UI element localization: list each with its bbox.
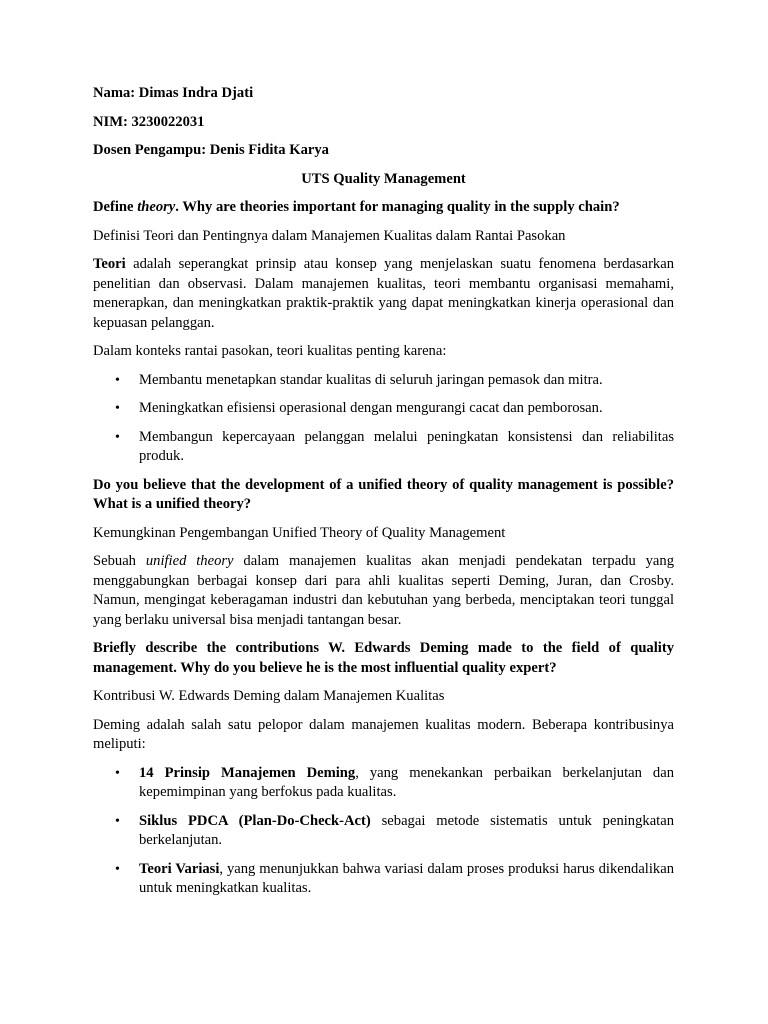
list-item-text: Membangun kepercayaan pelanggan melalui peningkatan konsistensi dan reliabilitas produk. (139, 428, 674, 464)
answer-1-term: Teori (93, 256, 126, 272)
list-item (93, 371, 674, 391)
list-item-term: Siklus PDCA (Plan-Do-Check-Act) (139, 812, 371, 829)
question-1-italic: theory (137, 199, 176, 215)
student-nim: NIM: 3230022031 (93, 113, 205, 130)
answer-3-intro: Deming adalah salah satu pelopor dalam manajemen kualitas modern. Beberapa kontribusinya meliputi: (93, 716, 674, 752)
list-item (93, 399, 674, 419)
answer-1-list (93, 371, 674, 467)
answer-2-paragraph (93, 552, 674, 630)
question-2: Do you believe that the development of a unified theory of quality management is possible? What is a unified theory? (93, 476, 674, 512)
list-item-text: Meningkatkan efisiensi operasional dengan mengurangi cacat dan pemborosan. (139, 400, 603, 416)
list-item-text: Membantu menetapkan standar kualitas di seluruh jaringan pemasok dan mitra. (139, 371, 603, 388)
bullet-icon: • (115, 372, 120, 388)
list-item (93, 860, 674, 899)
answer-2-text: dalam manajemen kualitas akan menjadi pendekatan terpadu yang menggabungkan berbagai konsep dari para ahli kualitas seperti Deming, Juran, dan Crosby. Namun, mengingat keberagaman industri dan kebutuhan yang berbeda, menciptakan teori tunggal yang berlaku universal bisa menjadi tantangan besar. (93, 553, 674, 628)
bullet-icon: • (115, 401, 120, 416)
list-item (93, 764, 674, 803)
answer-1-text: adalah seperangkat prinsip atau konsep yang menjelaskan suatu fenomena berdasarkan penelitian dan observasi. Dalam manajemen kualitas, teori membantu organisasi memahami, menerapkan, dan meningkatkan praktik-praktik yang dapat meningkatkan kinerja operasional dan kepuasan pelanggan. (93, 256, 674, 331)
answer-3-list (93, 764, 674, 899)
question-1-pre: Define (93, 199, 138, 215)
bullet-icon: • (115, 765, 120, 781)
list-item (93, 812, 674, 851)
answer-2-italic: unified theory (145, 553, 234, 569)
bullet-icon: • (115, 429, 120, 445)
document-page (93, 84, 674, 908)
question-3: Briefly describe the contributions W. Edwards Deming made to the field of quality management. Why do you believe he is the most influential quality expert? (93, 640, 674, 676)
document-title: UTS Quality Management (301, 170, 466, 187)
list-item-term: Teori Variasi (139, 860, 220, 877)
answer-1-heading: Definisi Teori dan Pentingnya dalam Manajemen Kualitas dalam Rantai Pasokan (93, 227, 566, 244)
bullet-icon: • (115, 861, 120, 877)
list-item-term: 14 Prinsip Manajemen Deming (139, 764, 356, 781)
list-item-text: , yang menekankan perbaikan berkelanjutan dan kepemimpinan yang berfokus pada kualitas. (139, 764, 674, 800)
answer-3-heading: Kontribusi W. Edwards Deming dalam Manajemen Kualitas (93, 688, 445, 704)
lecturer-name: Dosen Pengampu: Denis Fidita Karya (93, 142, 329, 158)
answer-2-pre: Sebuah (93, 553, 146, 569)
question-1-post: . Why are theories important for managing quality in the supply chain? (175, 199, 620, 215)
question-1 (93, 198, 674, 218)
list-item-text: sebagai metode sistematis untuk peningkatan berkelanjutan. (139, 812, 674, 848)
answer-2-heading: Kemungkinan Pengembangan Unified Theory of Quality Management (93, 524, 506, 541)
answer-1-paragraph (93, 255, 674, 333)
bullet-icon: • (115, 813, 120, 829)
answer-1-intro: Dalam konteks rantai pasokan, teori kualitas penting karena: (93, 343, 447, 359)
list-item-text: , yang menunjukkan bahwa variasi dalam proses produksi harus dikendalikan untuk meningkatkan kualitas. (139, 860, 674, 896)
list-item (93, 428, 674, 467)
student-name: Nama: Dimas Indra Djati (93, 85, 254, 101)
